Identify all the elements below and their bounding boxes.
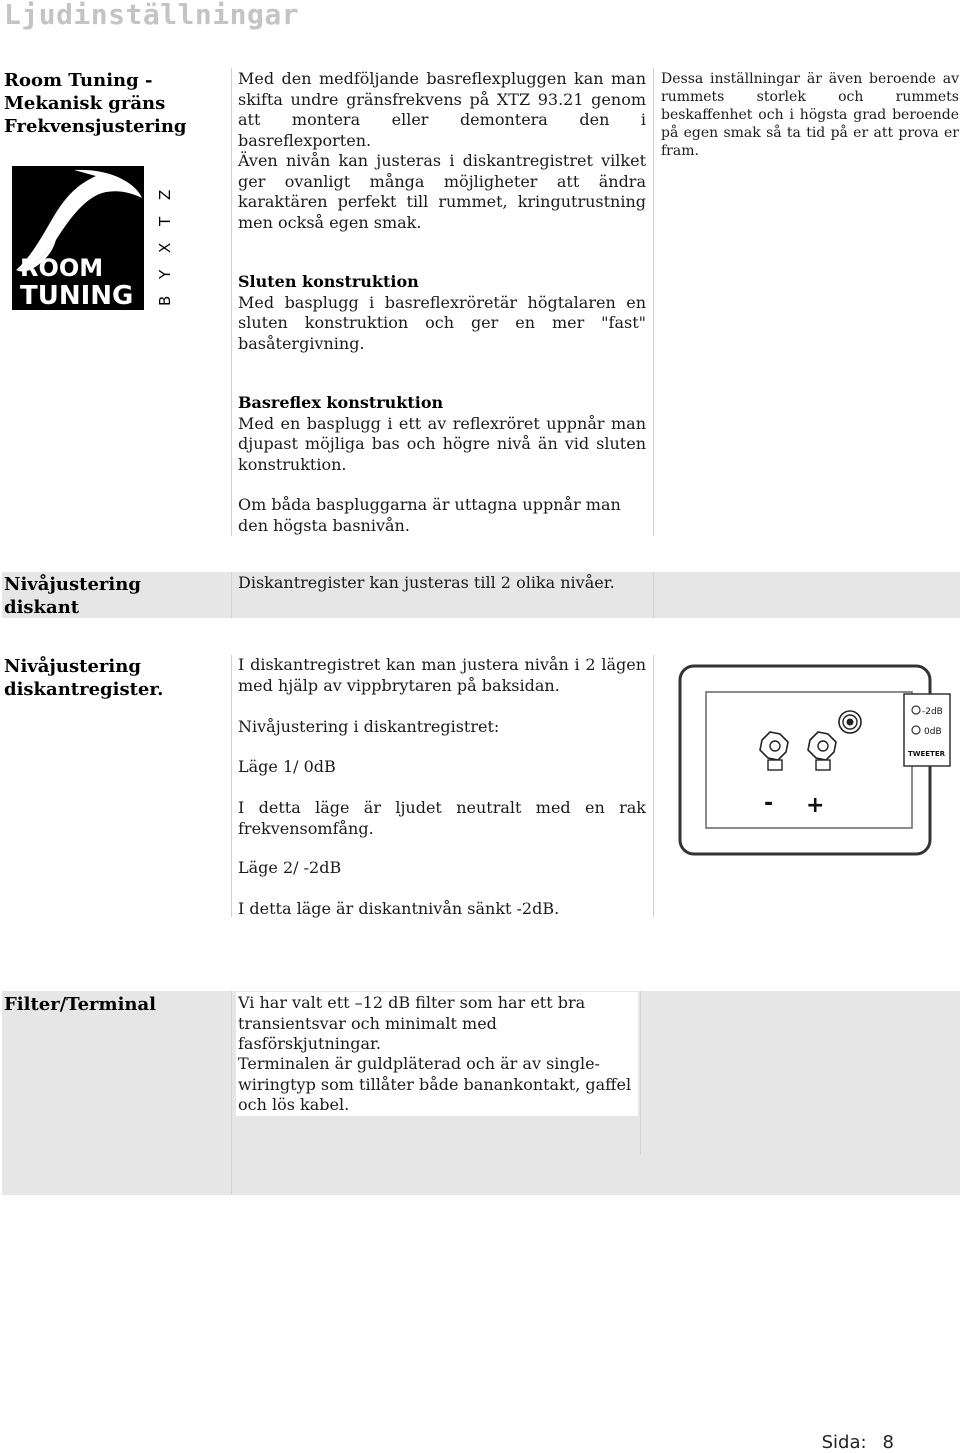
divider-right-2 — [653, 572, 654, 618]
terminal-plus: + — [806, 793, 825, 818]
register-lage-2: Läge 2/ -2dB — [238, 858, 342, 877]
terminal-panel-diagram — [670, 662, 954, 862]
terminal-minus: - — [764, 791, 774, 816]
section-label-filter-terminal: Filter/Terminal — [4, 994, 157, 1015]
divider-right-4 — [640, 991, 641, 1155]
footer-label: Sida: — [821, 1432, 867, 1453]
page-footer — [822, 1432, 894, 1453]
switch-label-minus2db: -2dB — [922, 707, 943, 717]
register-para-2: Nivåjustering i diskantregistret: — [238, 717, 500, 736]
section-label-room-tuning: Room Tuning - Mekanisk gräns Frekvensjustering — [4, 70, 187, 137]
page-title: Ljudinställningar — [4, 0, 300, 31]
register-lage-2-text: I detta läge är diskantnivån sänkt -2dB. — [238, 899, 560, 918]
room-tuning-logo-icon — [12, 166, 174, 310]
register-para-1: I diskantregistret kan man justera nivån i 2 lägen med hjälp av vippbrytaren på baksidan. — [238, 655, 646, 695]
section-label-nivajustering-register: Nivåjustering diskantregister. — [4, 656, 164, 700]
register-lage-1: Läge 1/ 0dB — [238, 757, 336, 776]
nivajustering-diskant-text: Diskantregister kan justeras till 2 olika nivåer. — [238, 573, 615, 592]
room-tuning-para-2: Även nivån kan justeras i diskantregistret vilket ger ovanligt många möjligheter att ändra karaktären perfekt till rummet, kringutrustning men också egen smak. — [238, 151, 646, 232]
basreflex-text: Med en basplugg i ett av reflexröret uppnår man djupast möjliga bas och högre nivå än vid sluten konstruktion. — [238, 413, 646, 474]
basreflex-block — [238, 393, 646, 475]
section-label-nivajustering-diskant: Nivåjustering diskant — [4, 574, 141, 618]
divider-left-2 — [231, 572, 232, 618]
room-tuning-para-last: Om båda baspluggarna är uttagna uppnår man den högsta basnivån. — [238, 495, 621, 535]
switch-label-0db: 0dB — [924, 727, 942, 737]
register-lage-1-text: I detta läge är ljudet neutralt med en rak frekvensomfång. — [238, 798, 646, 838]
divider-right-3 — [653, 655, 654, 917]
filter-terminal-para-2: Terminalen är guldpläterad och är av single-wiringtyp som tillåter både banankontakt, gaffel och lös kabel. — [238, 1054, 632, 1114]
room-tuning-side-note: Dessa inställningar är även beroende av rummets storlek och rummets beskaffenhet och i högsta grad beroende på egen smak så ta tid på er att prova er fram. — [661, 71, 959, 159]
footer-page-number: 8 — [882, 1432, 894, 1453]
logo-vertical-text: B Y X T Z — [156, 183, 174, 306]
basreflex-heading: Basreflex konstruktion — [238, 393, 444, 412]
tweeter-label: TWEETER — [908, 750, 946, 758]
sluten-block — [238, 272, 646, 354]
room-tuning-para-1: Med den medföljande basreflexpluggen kan man skifta undre gränsfrekvens på XTZ 93.21 genom att montera eller demontera den i basreflexporten. — [238, 69, 646, 150]
divider-left-1 — [231, 68, 232, 536]
filter-terminal-para-1: Vi har valt ett –12 dB filter som har ett bra transientsvar och minimalt med fasförskjutningar. — [238, 993, 586, 1053]
divider-right-1 — [653, 68, 654, 536]
divider-left-3 — [231, 655, 232, 917]
logo-text-tuning: TUNING — [20, 281, 134, 310]
divider-left-4 — [231, 991, 232, 1195]
terminal-panel-icon — [670, 662, 954, 858]
logo-text-room: ROOM — [20, 254, 104, 282]
sluten-heading: Sluten konstruktion — [238, 272, 419, 291]
room-tuning-logo — [12, 166, 174, 314]
sluten-text: Med basplugg i basreflexröretär högtalaren en sluten konstruktion och ger en mer "fast" basåtergivning. — [238, 292, 646, 353]
